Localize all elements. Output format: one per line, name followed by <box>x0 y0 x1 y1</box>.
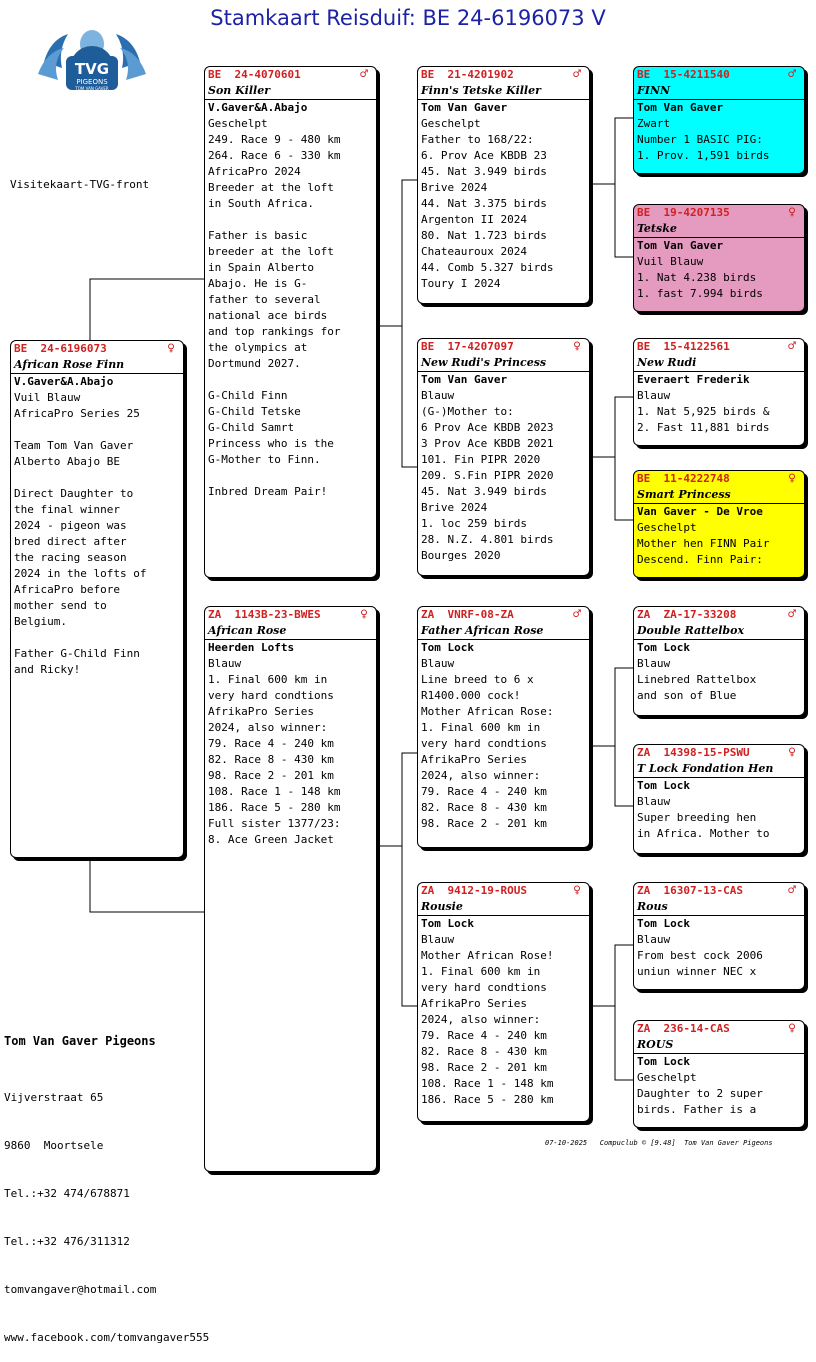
card-header <box>418 339 589 355</box>
card-line: the final winner <box>14 503 120 516</box>
female-icon: ♀ <box>788 1021 796 1036</box>
card-line: 2024, also winner: <box>421 769 541 782</box>
female-icon: ♀ <box>360 607 368 622</box>
card-line: Princess who is the <box>208 437 334 450</box>
card-line: Breeder at the loft <box>208 181 334 194</box>
ring-number: BE 21-4201902 <box>421 68 514 81</box>
pedigree-card[interactable] <box>417 882 590 1122</box>
ring-number: BE 15-4122561 <box>637 340 730 353</box>
pedigree-card[interactable] <box>633 744 805 854</box>
breeder: Tom Van Gaver <box>637 239 724 252</box>
pigeon-name: Rousie <box>418 899 589 916</box>
card-line: Team Tom Van Gaver <box>14 439 134 452</box>
card-line: 2024, also winner: <box>208 721 328 734</box>
pedigree-card[interactable] <box>10 340 184 858</box>
card-line: 209. S.Fin PIPR 2020 <box>421 469 554 482</box>
card-line: 2024, also winner: <box>421 1013 541 1026</box>
card-line: 1. Final 600 km in <box>421 721 541 734</box>
pigeon-name: FINN <box>634 83 804 100</box>
ring-number: ZA 236-14-CAS <box>637 1022 730 1035</box>
card-line: 8. Ace Green Jacket <box>208 833 334 846</box>
card-line: 79. Race 4 - 240 km <box>208 737 334 750</box>
facebook-link[interactable]: www.facebook.com/tomvangaver555 <box>4 1331 210 1344</box>
card-line: in South Africa. <box>208 197 314 210</box>
card-line: AfricaPro Series 25 <box>14 407 140 420</box>
page-title: Stamkaart Reisduif: BE 24-6196073 V <box>210 6 606 30</box>
card-line: 44. Comb 5.327 birds <box>421 261 554 274</box>
pigeon-name: Son Killer <box>205 83 376 100</box>
female-icon: ♀ <box>788 745 796 760</box>
card-line: Blauw <box>637 657 671 670</box>
card-line: 98. Race 2 - 201 km <box>208 769 334 782</box>
card-line: 1. Prov. 1,591 birds <box>637 149 770 162</box>
card-line: 79. Race 4 - 240 km <box>421 785 547 798</box>
breeder: Tom Lock <box>637 641 690 654</box>
pigeon-name: T Lock Fondation Hen <box>634 761 804 778</box>
card-line: Vuil Blauw <box>637 255 704 268</box>
male-icon: ♂ <box>573 67 581 82</box>
phone-line: Tel.:+32 476/311312 <box>4 1235 130 1248</box>
card-line <box>205 468 376 484</box>
pigeon-name: New Rudi <box>634 355 804 372</box>
card-line: 1. fast 7.994 birds <box>637 287 763 300</box>
card-line: birds. Father is a <box>637 1103 757 1116</box>
pedigree-card[interactable] <box>204 66 377 578</box>
card-line: Brive 2024 <box>421 181 488 194</box>
card-line: 80. Nat 1.723 birds <box>421 229 547 242</box>
breeder: Tom Van Gaver <box>421 101 508 114</box>
pigeon-name: Double Rattelbox <box>634 623 804 640</box>
card-line: 82. Race 8 - 430 km <box>421 801 547 814</box>
ring-number: ZA 1143B-23-BWES <box>208 608 321 621</box>
card-line: Blauw <box>637 389 671 402</box>
female-icon: ♀ <box>167 341 175 356</box>
card-line: Direct Daughter to <box>14 487 134 500</box>
card-line: Mother African Rose: <box>421 705 554 718</box>
card-line: G-Child Samrt <box>208 421 295 434</box>
breeder-contact <box>4 1058 209 1362</box>
card-line: Super breeding hen <box>637 811 757 824</box>
card-line: very hard condtions <box>421 737 547 750</box>
card-line: Linebred Rattelbox <box>637 673 757 686</box>
ring-number: ZA VNRF-08-ZA <box>421 608 514 621</box>
card-line: and son of Blue <box>637 689 737 702</box>
pedigree-card[interactable] <box>633 66 805 174</box>
card-line: and Ricky! <box>14 663 81 676</box>
card-line: bred direct after <box>14 535 127 548</box>
card-header <box>634 745 804 761</box>
logo-subtext-2: TOM VAN GAVER <box>75 86 109 91</box>
card-header <box>634 607 804 623</box>
print-stamp: 07-10-2025 Compuclub © [9.48] Tom Van Gaver Pigeons <box>545 1139 773 1147</box>
ring-number: BE 24-4070601 <box>208 68 301 81</box>
card-line: 108. Race 1 - 148 km <box>421 1077 554 1090</box>
card-line: AfrikaPro Series <box>421 753 527 766</box>
card-line: the olympics at <box>208 341 308 354</box>
card-line: Argenton II 2024 <box>421 213 527 226</box>
card-line: Father is basic <box>208 229 308 242</box>
card-line: 2024 in the lofts of <box>14 567 147 580</box>
card-line: AfrikaPro Series <box>421 997 527 1010</box>
male-icon: ♂ <box>788 607 796 622</box>
card-line: 82. Race 8 - 430 km <box>421 1045 547 1058</box>
ring-number: BE 17-4207097 <box>421 340 514 353</box>
pedigree-card[interactable] <box>633 470 805 578</box>
breeder: V.Gaver&A.Abajo <box>14 375 114 388</box>
card-header <box>634 205 804 221</box>
pigeon-name: African Rose Finn <box>11 357 183 374</box>
male-icon: ♂ <box>573 607 581 622</box>
pigeon-name: New Rudi's Princess <box>418 355 589 372</box>
card-line <box>11 630 183 646</box>
breeder: Everaert Frederik <box>637 373 750 386</box>
card-line: AfricaPro 2024 <box>208 165 301 178</box>
card-line: very hard condtions <box>208 689 334 702</box>
card-line: 1. Final 600 km in <box>421 965 541 978</box>
card-header <box>634 339 804 355</box>
card-line: and top rankings for <box>208 325 341 338</box>
card-line: AfricaPro before <box>14 583 120 596</box>
female-icon: ♀ <box>573 883 581 898</box>
card-header <box>418 67 589 83</box>
card-line: 28. N.Z. 4.801 birds <box>421 533 554 546</box>
ring-number: BE 24-6196073 <box>14 342 107 355</box>
card-header <box>634 471 804 487</box>
breeder-name: Tom Van Gaver Pigeons <box>4 1034 156 1048</box>
pedigree-card[interactable] <box>204 606 377 1172</box>
card-line: Blauw <box>421 933 455 946</box>
breeder: Tom Van Gaver <box>637 101 724 114</box>
card-line: 249. Race 9 - 480 km <box>208 133 341 146</box>
logo-subtext: PIGEONS <box>76 78 108 86</box>
card-line: Father to 168/22: <box>421 133 534 146</box>
pedigree-card[interactable] <box>417 66 590 304</box>
card-line: 2024 - pigeon was <box>14 519 127 532</box>
pedigree-card[interactable] <box>633 606 805 716</box>
phone-line: Tel.:+32 474/678871 <box>4 1187 130 1200</box>
visitekaart-label: Visitekaart-TVG-front <box>10 178 150 191</box>
card-line: in Africa. Mother to <box>637 827 770 840</box>
card-line: 264. Race 6 - 330 km <box>208 149 341 162</box>
female-icon: ♀ <box>788 205 796 220</box>
card-line: 101. Fin PIPR 2020 <box>421 453 541 466</box>
card-line: Father G-Child Finn <box>14 647 140 660</box>
breeder: V.Gaver&A.Abajo <box>208 101 308 114</box>
ring-number: ZA 16307-13-CAS <box>637 884 743 897</box>
card-line: AfrikaPro Series <box>208 705 314 718</box>
card-line: Blauw <box>208 657 242 670</box>
card-line: Dortmund 2027. <box>208 357 301 370</box>
card-line: Geschelpt <box>637 521 697 534</box>
card-line: Descend. Finn Pair: <box>637 553 763 566</box>
card-line: Blauw <box>637 933 671 946</box>
ring-number: ZA 14398-15-PSWU <box>637 746 750 759</box>
pigeon-name: ROUS <box>634 1037 804 1054</box>
ring-number: ZA ZA-17-33208 <box>637 608 737 621</box>
card-line: 98. Race 2 - 201 km <box>421 1061 547 1074</box>
card-line: 1. Final 600 km in <box>208 673 328 686</box>
card-line: 186. Race 5 - 280 km <box>421 1093 554 1106</box>
card-line: Mother African Rose! <box>421 949 554 962</box>
card-line: Toury I 2024 <box>421 277 501 290</box>
card-line: From best cock 2006 <box>637 949 763 962</box>
pedigree-card[interactable] <box>633 882 805 990</box>
pedigree-card[interactable] <box>633 338 805 446</box>
card-line: mother send to <box>14 599 107 612</box>
breeder: Tom Lock <box>637 1055 690 1068</box>
card-line: 3 Prov Ace KBDB 2021 <box>421 437 554 450</box>
logo-text: TVG <box>74 60 110 78</box>
card-header <box>634 67 804 83</box>
card-line: Bourges 2020 <box>421 549 501 562</box>
card-line: 1. Nat 4.238 birds <box>637 271 757 284</box>
card-line: in Spain Alberto <box>208 261 314 274</box>
card-line: Daughter to 2 super <box>637 1087 763 1100</box>
pigeon-name: Tetske <box>634 221 804 238</box>
card-line: very hard condtions <box>421 981 547 994</box>
card-line: Geschelpt <box>208 117 268 130</box>
card-line: Mother hen FINN Pair <box>637 537 770 550</box>
card-line: 2. Fast 11,881 birds <box>637 421 770 434</box>
card-line: Alberto Abajo BE <box>14 455 120 468</box>
pigeon-name: Father African Rose <box>418 623 589 640</box>
card-line: national ace birds <box>208 309 328 322</box>
card-header <box>634 883 804 899</box>
card-line: Abajo. He is G- <box>208 277 308 290</box>
breeder: Tom Lock <box>637 779 690 792</box>
card-line: Number 1 BASIC PIG: <box>637 133 763 146</box>
card-line: G-Child Finn <box>208 389 288 402</box>
card-header <box>418 883 589 899</box>
address-line: Vijverstraat 65 <box>4 1091 104 1104</box>
card-line: 45. Nat 3.949 birds <box>421 165 547 178</box>
card-line: 6 Prov Ace KBDB 2023 <box>421 421 554 434</box>
breeder: Tom Lock <box>421 641 474 654</box>
breeder: Van Gaver - De Vroe <box>637 505 763 518</box>
card-line <box>11 422 183 438</box>
pedigree-card[interactable] <box>417 338 590 576</box>
card-line <box>205 372 376 388</box>
card-line: 44. Nat 3.375 birds <box>421 197 547 210</box>
breeder: Tom Van Gaver <box>421 373 508 386</box>
ring-number: BE 15-4211540 <box>637 68 730 81</box>
card-line: breeder at the loft <box>208 245 334 258</box>
card-line: 79. Race 4 - 240 km <box>421 1029 547 1042</box>
card-line: Chateauroux 2024 <box>421 245 527 258</box>
pedigree-card[interactable] <box>633 204 805 312</box>
male-icon: ♂ <box>788 339 796 354</box>
breeder: Heerden Lofts <box>208 641 295 654</box>
card-header <box>11 341 183 357</box>
female-icon: ♀ <box>573 339 581 354</box>
card-line: Geschelpt <box>637 1071 697 1084</box>
pedigree-card[interactable] <box>417 606 590 848</box>
card-header <box>634 1021 804 1037</box>
male-icon: ♂ <box>788 67 796 82</box>
card-header <box>205 607 376 623</box>
male-icon: ♂ <box>788 883 796 898</box>
card-line <box>11 470 183 486</box>
card-line: Zwart <box>637 117 671 130</box>
card-line: 108. Race 1 - 148 km <box>208 785 341 798</box>
card-line: 98. Race 2 - 201 km <box>421 817 547 830</box>
card-line: Blauw <box>637 795 671 808</box>
card-line <box>205 212 376 228</box>
card-line: G-Mother to Finn. <box>208 453 321 466</box>
card-line: Line breed to 6 x <box>421 673 534 686</box>
ring-number: ZA 9412-19-ROUS <box>421 884 527 897</box>
card-line: father to several <box>208 293 321 306</box>
card-line: G-Child Tetske <box>208 405 301 418</box>
postal-line: 9860 Moortsele <box>4 1139 104 1152</box>
card-header <box>205 67 376 83</box>
ring-number: BE 19-4207135 <box>637 206 730 219</box>
card-line: 1. loc 259 birds <box>421 517 527 530</box>
card-line: 45. Nat 3.949 birds <box>421 485 547 498</box>
card-line: 1. Nat 5,925 birds & <box>637 405 770 418</box>
pedigree-card[interactable] <box>633 1020 805 1128</box>
card-line: Inbred Dream Pair! <box>208 485 328 498</box>
pigeon-name: Smart Princess <box>634 487 804 504</box>
pigeon-name: Finn's Tetske Killer <box>418 83 589 100</box>
card-line: Vuil Blauw <box>14 391 81 404</box>
card-line: 186. Race 5 - 280 km <box>208 801 341 814</box>
card-line: 6. Prov Ace KBDB 23 <box>421 149 547 162</box>
card-line: Belgium. <box>14 615 67 628</box>
card-line: R1400.000 cock! <box>421 689 521 702</box>
ring-number: BE 11-4222748 <box>637 472 730 485</box>
card-line: 82. Race 8 - 430 km <box>208 753 334 766</box>
breeder: Tom Lock <box>637 917 690 930</box>
pigeon-name: African Rose <box>205 623 376 640</box>
card-line: the racing season <box>14 551 127 564</box>
card-line: Blauw <box>421 657 455 670</box>
email-link[interactable]: tomvangaver@hotmail.com <box>4 1283 157 1296</box>
card-line: uniun winner NEC x <box>637 965 757 978</box>
breeder: Tom Lock <box>421 917 474 930</box>
card-line: Brive 2024 <box>421 501 488 514</box>
card-line: Full sister 1377/23: <box>208 817 341 830</box>
card-line: Geschelpt <box>421 117 481 130</box>
male-icon: ♂ <box>360 67 368 82</box>
pigeon-name: Rous <box>634 899 804 916</box>
female-icon: ♀ <box>788 471 796 486</box>
card-line: Blauw <box>421 389 455 402</box>
card-header <box>418 607 589 623</box>
card-line: (G-)Mother to: <box>421 405 514 418</box>
